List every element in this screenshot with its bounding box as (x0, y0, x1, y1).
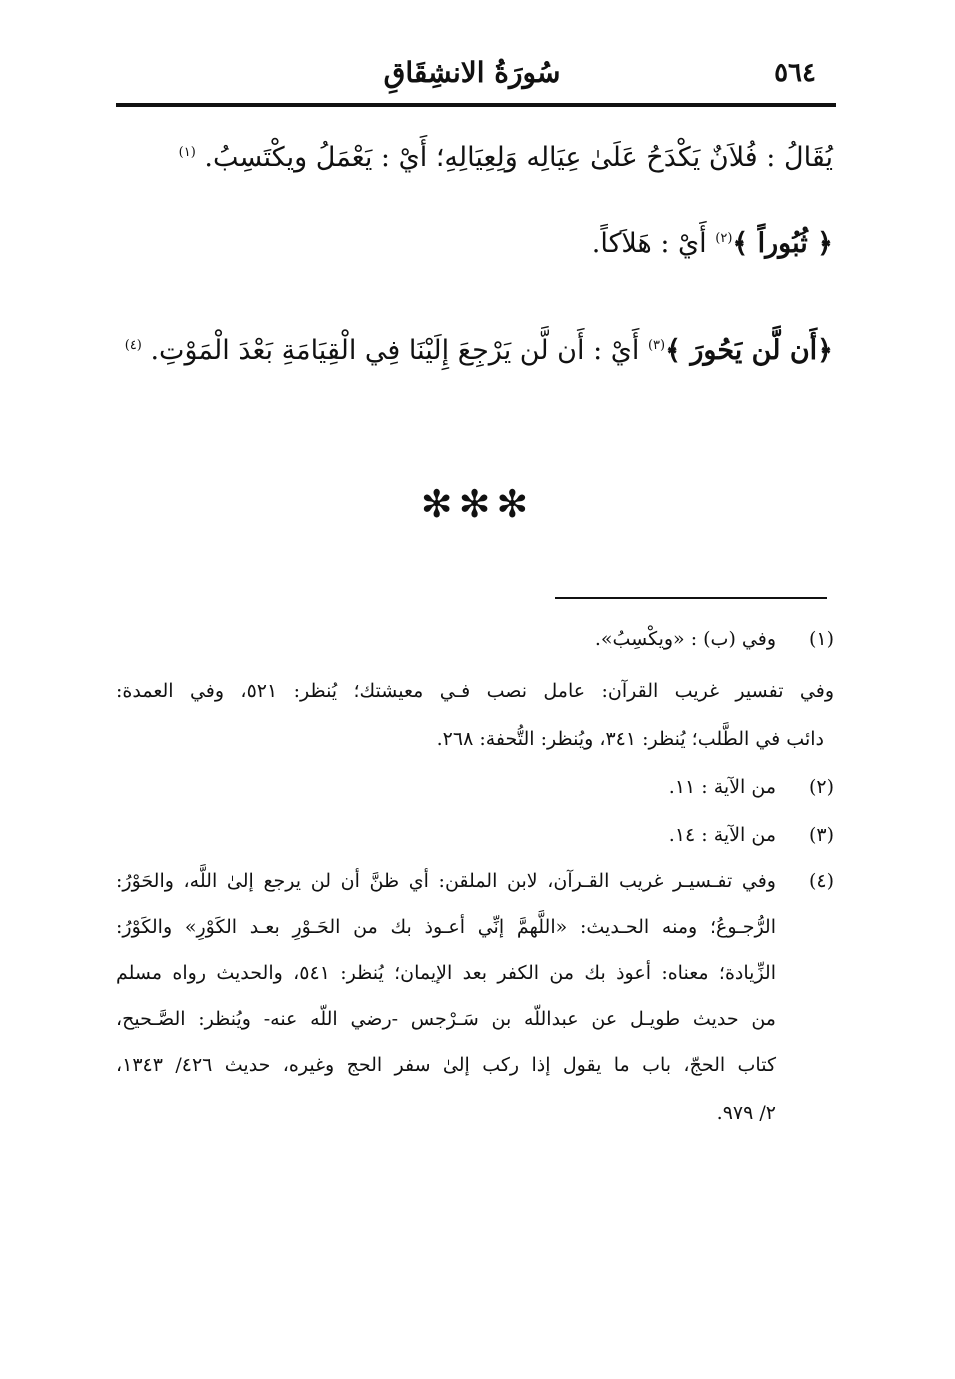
paragraph-2-text: أَيْ : هَلاَكاً. (591, 228, 716, 259)
footnote-number: (٣) (808, 824, 834, 846)
page-header (116, 52, 828, 98)
paragraph-3-text: أَيْ : أَن لَّن يَرْجِعَ إِلَيْنَا فِي الْقِيَامَةِ بَعْدَ الْمَوْتِ. (150, 335, 648, 366)
header-divider (116, 103, 836, 107)
paragraph-2 (118, 226, 833, 261)
footnote-line: كتاب الحجّ، باب ما يقول إذا ركب إلىٰ سفر الحج وغيره، حديث ٤٢٦/ ١٣٤٣، (116, 1054, 776, 1076)
footnote-number: (٢) (808, 776, 834, 798)
footnote-ref-1: (١) (178, 145, 196, 160)
footnote-line: من الآية : ١٤. (668, 824, 776, 846)
footnote-line: من الآية : ١١. (668, 776, 776, 798)
footnote-divider (555, 597, 827, 599)
page-number: ٥٦٤ (774, 58, 816, 88)
section-separator-stars: ✻✻✻ (420, 482, 535, 526)
footnote-ref-4: (٤) (124, 338, 142, 353)
footnote-line: وفي تفسير غريب القرآن: عامل نصب فـي معيشتك؛ يُنظر: ٥٢١، وفي العمدة: (116, 680, 834, 702)
footnote-line: من حديث طويـل عن عبداللّه بن سَـرْجس -رضي اللّه عنه- ويُنظر: الصَّـحيح، (116, 1008, 776, 1030)
footnote-number: (١) (808, 628, 834, 650)
footnote-line: ٢/ ٩٧٩. (716, 1102, 776, 1124)
footnote-line: الرُّجـوعُ؛ ومنه الحـديث: «اللَّهمَّ إنِّي أعـوذ بك من الحَـوْرِ بعـد الكَوْرِ» والكَوْرُ: (116, 916, 776, 938)
footnote-ref-3: (٣) (647, 338, 666, 353)
footnote-line: الزِّيادة؛ معناه: أعوذ بك من الكفر بعد الإيمان؛ يُنظر: ٥٤١، والحديث رواه مسلم (116, 962, 776, 984)
footnote-number: (٤) (808, 870, 834, 892)
surah-title: سُورَةُ الانشِقَاقِ (383, 56, 561, 89)
footnote-line: دائب في الطَّلب؛ يُنظر: ٣٤١، ويُنظر: التُّحفة: ٢٦٨. (436, 728, 824, 750)
quran-phrase-yahur: ﴿أَن لَّن يَحُورَ ﴾ (665, 335, 833, 366)
paragraph-3 (118, 310, 833, 387)
quran-word-thubura: ﴿ ثُبُوراً ﴾ (732, 228, 833, 259)
footnote-line: وفي تفـسيـر غريب القـرآن، لابن الملقن: أي ظنَّ أن لن يرجع إلىٰ اللَّه، والحَوْرُ: (116, 870, 776, 892)
paragraph-1-text: يُقَالُ : فُلاَنٌ يَكْدَحُ عَلَىٰ عِيَالِه وَلِعِيَالِهِ؛ أَيْ : يَعْمَلُ ويكْتَسِبُ. (204, 142, 833, 173)
footnote-line: وفي (ب) : «ويكْسِبُ». (594, 628, 776, 650)
paragraph-1 (118, 140, 833, 175)
footnote-ref-2: (٢) (715, 231, 733, 246)
